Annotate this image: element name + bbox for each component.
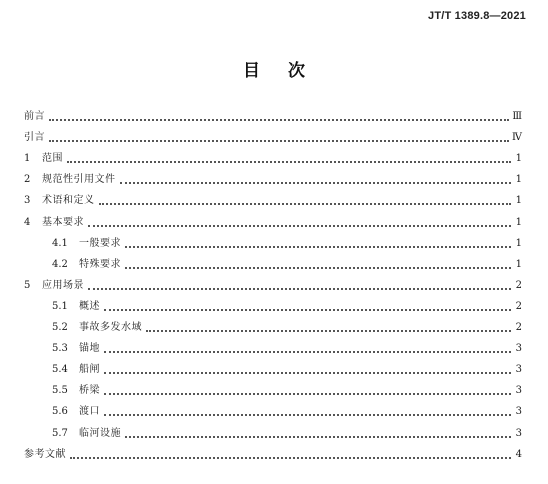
toc-entry-label: 范围 <box>42 153 63 165</box>
toc-entry-page: 3 <box>515 406 522 418</box>
toc-entry-label: 事故多发水域 <box>79 322 142 334</box>
toc-entry-number: 5.4 <box>52 364 68 376</box>
toc-entry-page: 1 <box>515 258 522 270</box>
toc-entry-label: 船闸 <box>79 364 100 376</box>
toc-entry-number: 5.6 <box>52 406 68 418</box>
toc-entry-page: 1 <box>515 153 522 165</box>
toc-entry-label: 桥梁 <box>79 385 100 397</box>
toc-entry[interactable] <box>24 232 522 253</box>
table-of-contents <box>24 105 522 464</box>
toc-entry-number: 4.2 <box>52 258 68 270</box>
toc-entry-page: 1 <box>515 195 522 207</box>
toc-entry[interactable] <box>24 421 522 442</box>
toc-entry-number: 1 <box>24 153 31 165</box>
toc-entry[interactable] <box>24 316 522 337</box>
toc-leader-dots <box>49 119 509 121</box>
title-char-2: 次 <box>288 61 305 81</box>
toc-entry-number: 5.2 <box>52 322 68 334</box>
toc-entry[interactable] <box>24 210 522 231</box>
toc-leader-dots <box>120 182 512 184</box>
toc-entry-label: 锚地 <box>79 343 100 355</box>
toc-entry-label: 特殊要求 <box>79 258 121 270</box>
toc-entry-number: 5.1 <box>52 300 68 312</box>
title-char-1: 目 <box>243 61 260 81</box>
toc-entry-page: 3 <box>515 364 522 376</box>
toc-entry-page: 3 <box>515 343 522 355</box>
toc-leader-dots <box>125 267 511 269</box>
toc-entry[interactable] <box>24 274 522 295</box>
toc-entry-label: 参考文献 <box>24 448 66 460</box>
toc-entry-page: 2 <box>515 279 522 291</box>
toc-entry[interactable] <box>24 295 522 316</box>
toc-entry-page: 3 <box>515 385 522 397</box>
toc-entry-label: 规范性引用文件 <box>42 174 116 186</box>
toc-entry-page: 1 <box>515 174 522 186</box>
toc-leader-dots <box>104 309 511 311</box>
toc-entry-label: 概述 <box>79 300 100 312</box>
toc-leader-dots <box>146 330 511 332</box>
toc-entry-page: Ⅳ <box>512 132 522 144</box>
toc-leader-dots <box>104 414 511 416</box>
toc-entry-number: 3 <box>24 195 31 207</box>
toc-entry-page: 2 <box>515 300 522 312</box>
toc-leader-dots <box>104 372 511 374</box>
toc-entry-label: 基本要求 <box>42 216 84 228</box>
toc-entry-page: Ⅲ <box>512 111 522 123</box>
toc-entry[interactable] <box>24 253 522 274</box>
toc-leader-dots <box>104 351 511 353</box>
toc-entry-label: 一般要求 <box>79 237 121 249</box>
toc-entry-label: 渡口 <box>79 406 100 418</box>
toc-entry[interactable] <box>24 168 522 189</box>
toc-entry[interactable] <box>24 358 522 379</box>
toc-entry-label: 前言 <box>24 111 45 123</box>
toc-leader-dots <box>70 457 511 459</box>
toc-leader-dots <box>104 393 511 395</box>
toc-entry[interactable] <box>24 400 522 421</box>
toc-entry-number: 5.7 <box>52 427 68 439</box>
toc-entry-page: 3 <box>515 427 522 439</box>
toc-leader-dots <box>88 225 511 227</box>
toc-entry-page: 4 <box>515 448 522 460</box>
toc-entry[interactable] <box>24 443 522 464</box>
toc-entry-number: 2 <box>24 174 31 186</box>
toc-entry-number: 5 <box>24 279 31 291</box>
toc-entry-number: 5.3 <box>52 343 68 355</box>
toc-entry[interactable] <box>24 379 522 400</box>
document-code: JT/T 1389.8—2021 <box>428 10 526 22</box>
toc-entry-label: 应用场景 <box>42 279 84 291</box>
toc-leader-dots <box>99 203 512 205</box>
toc-leader-dots <box>49 140 509 142</box>
toc-entry-page: 1 <box>515 237 522 249</box>
toc-entry-page: 1 <box>515 216 522 228</box>
toc-entry-label: 术语和定义 <box>42 195 95 207</box>
toc-leader-dots <box>125 246 511 248</box>
toc-leader-dots <box>125 436 511 438</box>
toc-entry[interactable] <box>24 337 522 358</box>
toc-entry-page: 2 <box>515 322 522 334</box>
toc-entry-number: 5.5 <box>52 385 68 397</box>
toc-entry-label: 临河设施 <box>79 427 121 439</box>
toc-entry[interactable] <box>24 105 522 126</box>
toc-leader-dots <box>67 161 511 163</box>
toc-entry[interactable] <box>24 126 522 147</box>
toc-entry-number: 4.1 <box>52 237 68 249</box>
toc-entry-label: 引言 <box>24 132 45 144</box>
toc-entry[interactable] <box>24 189 522 210</box>
toc-entry[interactable] <box>24 147 522 168</box>
toc-entry-number: 4 <box>24 216 31 228</box>
toc-leader-dots <box>88 288 511 290</box>
page-title <box>0 56 548 81</box>
